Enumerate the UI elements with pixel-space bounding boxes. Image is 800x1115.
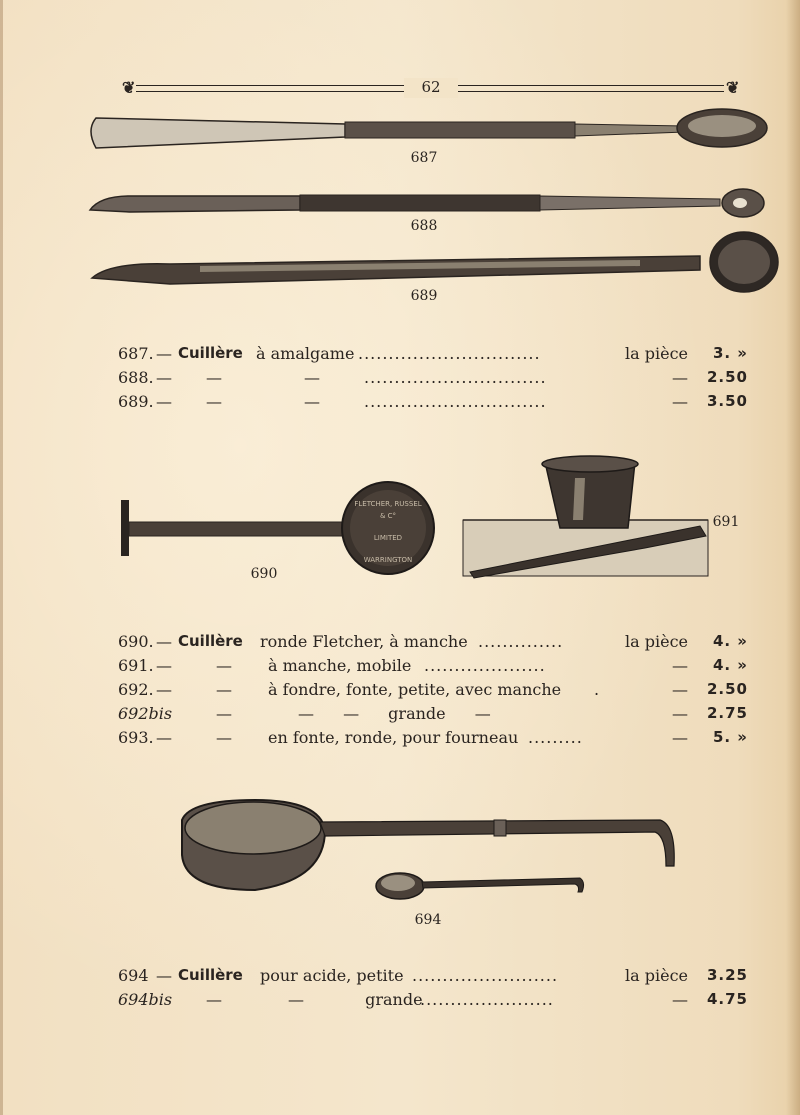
spoon-694-drawing bbox=[182, 800, 674, 899]
list-item bbox=[118, 656, 748, 680]
item-number: 692bis bbox=[118, 704, 173, 723]
item-unit: la pièce bbox=[625, 966, 688, 985]
figure-label-694: 694 bbox=[414, 912, 442, 928]
item-number: 692. bbox=[118, 680, 154, 699]
item-dash: — bbox=[156, 966, 172, 985]
item-name: Cuillère bbox=[178, 344, 243, 362]
item-description: en fonte, ronde, pour fourneau bbox=[268, 728, 519, 747]
item-number: 694bis bbox=[118, 990, 173, 1009]
item-number: 690. bbox=[118, 632, 154, 651]
list-item bbox=[118, 728, 748, 752]
item-price: 4. » bbox=[712, 632, 748, 650]
stamp-text bbox=[352, 492, 424, 564]
item-description: pour acide, petite bbox=[260, 966, 404, 985]
leader-dots: ........................ bbox=[412, 966, 559, 985]
figure-label-691: 691 bbox=[712, 514, 740, 530]
price-list-687-689 bbox=[118, 344, 748, 416]
item-name: — bbox=[206, 368, 222, 387]
item-description: à manche, mobile bbox=[268, 656, 412, 675]
item-unit: — bbox=[672, 368, 688, 387]
item-dash: — bbox=[156, 632, 172, 651]
item-price: 3.25 bbox=[706, 966, 748, 984]
figure-label-690: 690 bbox=[250, 566, 278, 582]
list-item bbox=[118, 704, 748, 728]
list-item bbox=[118, 990, 748, 1014]
item-unit: la pièce bbox=[625, 632, 688, 651]
stamp-line-3: WARRINGTON bbox=[363, 556, 413, 564]
item-dash: — bbox=[156, 728, 172, 747]
item-number: 687. bbox=[118, 344, 154, 363]
figure-label-688: 688 bbox=[410, 218, 438, 234]
item-number: 688. bbox=[118, 368, 154, 387]
figure-label-689: 689 bbox=[410, 288, 438, 304]
item-dash: — bbox=[156, 656, 172, 675]
item-unit: — bbox=[672, 728, 688, 747]
fleuron-left-icon: ❦ bbox=[122, 78, 136, 97]
item-dash: — bbox=[156, 368, 172, 387]
item-dash: — bbox=[156, 392, 172, 411]
item-unit: — bbox=[672, 704, 688, 723]
item-price: 2.75 bbox=[706, 704, 748, 722]
item-number: 691. bbox=[118, 656, 154, 675]
leader-dots: .................... bbox=[424, 656, 546, 675]
item-description: — bbox=[304, 392, 320, 411]
leader-dots: .............................. bbox=[364, 368, 547, 387]
item-price: 3. » bbox=[712, 344, 748, 362]
item-number: 693. bbox=[118, 728, 154, 747]
item-description: à fondre, fonte, petite, avec manche bbox=[268, 680, 562, 699]
list-item bbox=[118, 344, 748, 368]
list-item bbox=[118, 680, 748, 704]
item-name: Cuillère bbox=[178, 966, 243, 984]
item-price: 4.75 bbox=[706, 990, 748, 1008]
stamp-line-1: FLETCHER, RUSSEL & C° bbox=[354, 500, 422, 520]
price-list-694 bbox=[118, 966, 748, 1014]
leader-dots: .............. bbox=[478, 632, 564, 651]
item-unit: — bbox=[672, 392, 688, 411]
item-price: 4. » bbox=[712, 656, 748, 674]
item-name: — bbox=[216, 728, 232, 747]
item-name: — bbox=[216, 680, 232, 699]
item-description: — grande bbox=[288, 990, 423, 1009]
item-price: 2.50 bbox=[706, 368, 748, 386]
item-dash: — bbox=[156, 680, 172, 699]
crucible-691-drawing bbox=[463, 456, 708, 578]
item-description: à amalgame bbox=[256, 344, 355, 363]
leader-dots: ...................... bbox=[420, 990, 554, 1009]
list-item bbox=[118, 368, 748, 392]
item-unit: la pièce bbox=[625, 344, 688, 363]
item-unit: — bbox=[672, 656, 688, 675]
page-number: 62 bbox=[421, 78, 441, 96]
item-price: 5. » bbox=[712, 728, 748, 746]
item-name: Cuillère bbox=[178, 632, 243, 650]
item-name: — bbox=[216, 704, 232, 723]
item-unit: — bbox=[672, 680, 688, 699]
item-description: — bbox=[304, 368, 320, 387]
item-number: 689. bbox=[118, 392, 154, 411]
list-item bbox=[118, 392, 748, 416]
figure-label-687: 687 bbox=[410, 150, 438, 166]
item-price: 3.50 bbox=[706, 392, 748, 410]
item-dash: — bbox=[156, 344, 172, 363]
leader-dots: .............................. bbox=[364, 392, 547, 411]
stamp-line-2: LIMITED bbox=[373, 534, 403, 542]
item-name: — bbox=[206, 990, 222, 1009]
price-list-690-693 bbox=[118, 632, 748, 752]
item-unit: — bbox=[672, 990, 688, 1009]
item-description: — — grande — bbox=[298, 704, 491, 723]
list-item bbox=[118, 632, 748, 656]
spoon-688-drawing bbox=[90, 189, 764, 217]
item-price: 2.50 bbox=[706, 680, 748, 698]
leader-dots: . bbox=[594, 680, 601, 699]
spoon-687-drawing bbox=[91, 109, 767, 148]
spoon-689-drawing bbox=[92, 232, 778, 292]
list-item bbox=[118, 966, 748, 990]
leader-dots: .............................. bbox=[358, 344, 541, 363]
item-name: — bbox=[206, 392, 222, 411]
item-number: 694 bbox=[118, 966, 149, 985]
item-description: ronde Fletcher, à manche bbox=[260, 632, 468, 651]
fleuron-right-icon: ❦ bbox=[726, 78, 740, 97]
leader-dots: ......... bbox=[528, 728, 583, 747]
item-name: — bbox=[216, 656, 232, 675]
